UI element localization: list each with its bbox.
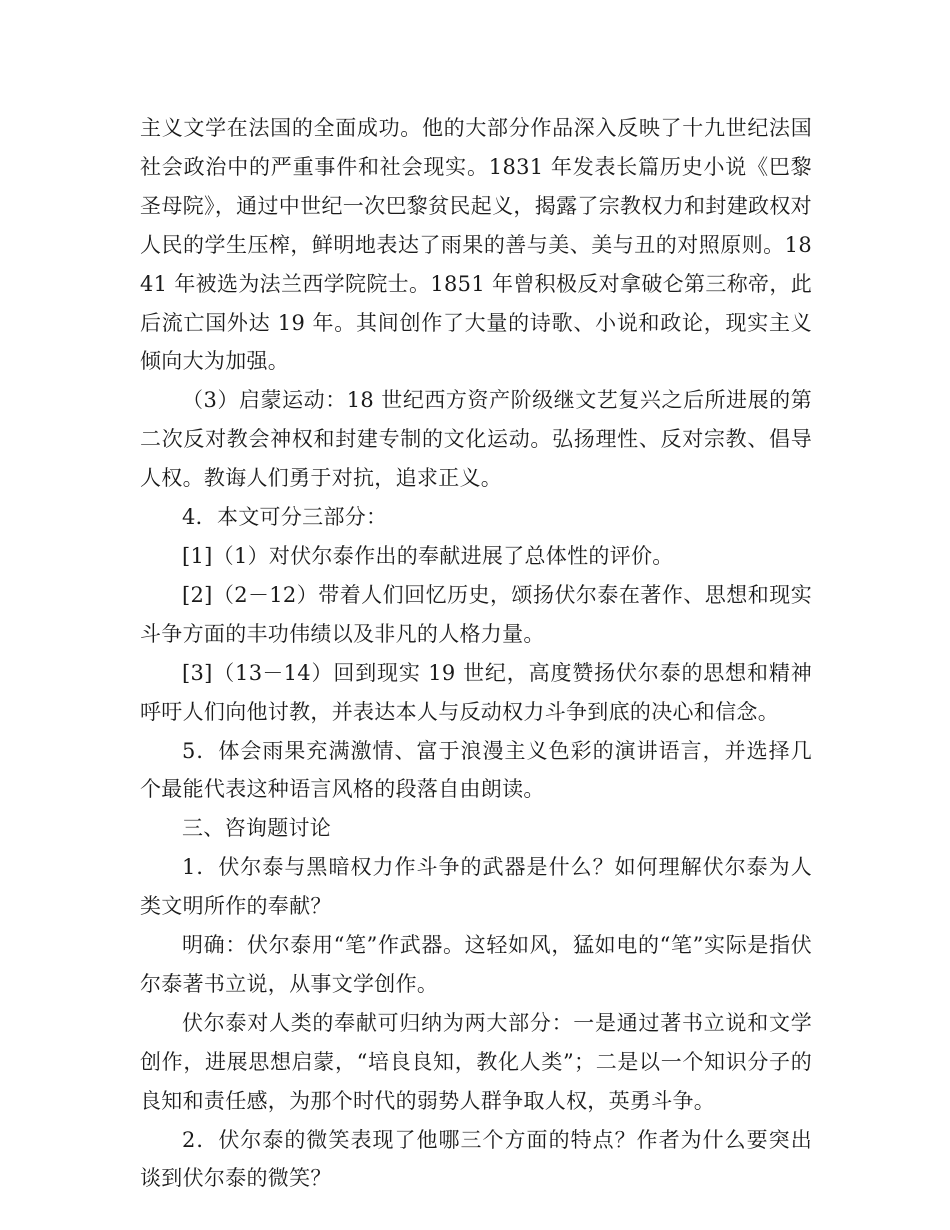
- paragraph-part-1: [1]（1）对伏尔泰作出的奉献进展了总体性的评价。: [182, 543, 674, 568]
- answer-1-contribution: 伏尔泰对人类的奉献可归纳为两大部分：一是通过著书立说和文学创作，进展思想启蒙，“培良良知，教化人类”；二是以一个知识分子的良知和责任感，为那个时代的弱势人群争取人权，英勇斗争。: [140, 1010, 812, 1113]
- paragraph-structure-heading: 4．本文可分三部分：: [182, 505, 388, 530]
- paragraph-part-3: [3]（13－14）回到现实 19 世纪，高度赞扬伏尔泰的思想和精神呼吁人们向他讨教，并表达本人与反动权力斗争到底的决心和信念。: [140, 660, 812, 724]
- paragraph-part-2: [2]（2－12）带着人们回忆历史，颂扬伏尔泰在著作、思想和现实斗争方面的丰功伟绩以及非凡的人格力量。: [140, 582, 812, 646]
- document-body: [140, 109, 812, 1198]
- paragraph-language-style: 5．体会雨果充满激情、富于浪漫主义色彩的演讲语言，并选择几个最能代表这种语言风格的段落自由朗读。: [140, 738, 812, 802]
- paragraph-hugo-biography: 主义文学在法国的全面成功。他的大部分作品深入反映了十九世纪法国社会政治中的严重事件和社会现实。1831 年发表长篇历史小说《巴黎圣母院》，通过中世纪一次巴黎贫民起义，揭露了宗教权力和封建政权对人民的学生压榨，鲜明地表达了雨果的善与美、美与丑的对照原则。1841 年被选为法兰西学院院士。1851 年曾积极反对拿破仑第三称帝，此后流亡国外达 19 年。其间创作了大量的诗歌、小说和政论，现实主义倾向大为加强。: [140, 116, 812, 374]
- question-1: 1．伏尔泰与黑暗权力作斗争的武器是什么？如何理解伏尔泰为人类文明所作的奉献？: [140, 855, 812, 919]
- question-2: 2．伏尔泰的微笑表现了他哪三个方面的特点？作者为什么要突出谈到伏尔泰的微笑？: [140, 1127, 812, 1191]
- section-heading-discussion: 三、咨询题讨论: [182, 816, 332, 841]
- answer-1-weapon: 明确：伏尔泰用“笔”作武器。这轻如风，猛如电的“笔”实际是指伏尔泰著书立说，从事文学创作。: [140, 933, 812, 996]
- paragraph-enlightenment: （3）启蒙运动：18 世纪西方资产阶级继文艺复兴之后所进展的第二次反对教会神权和封建专制的文化运动。弘扬理性、反对宗教、倡导人权。教诲人们勇于对抗，追求正义。: [140, 388, 812, 491]
